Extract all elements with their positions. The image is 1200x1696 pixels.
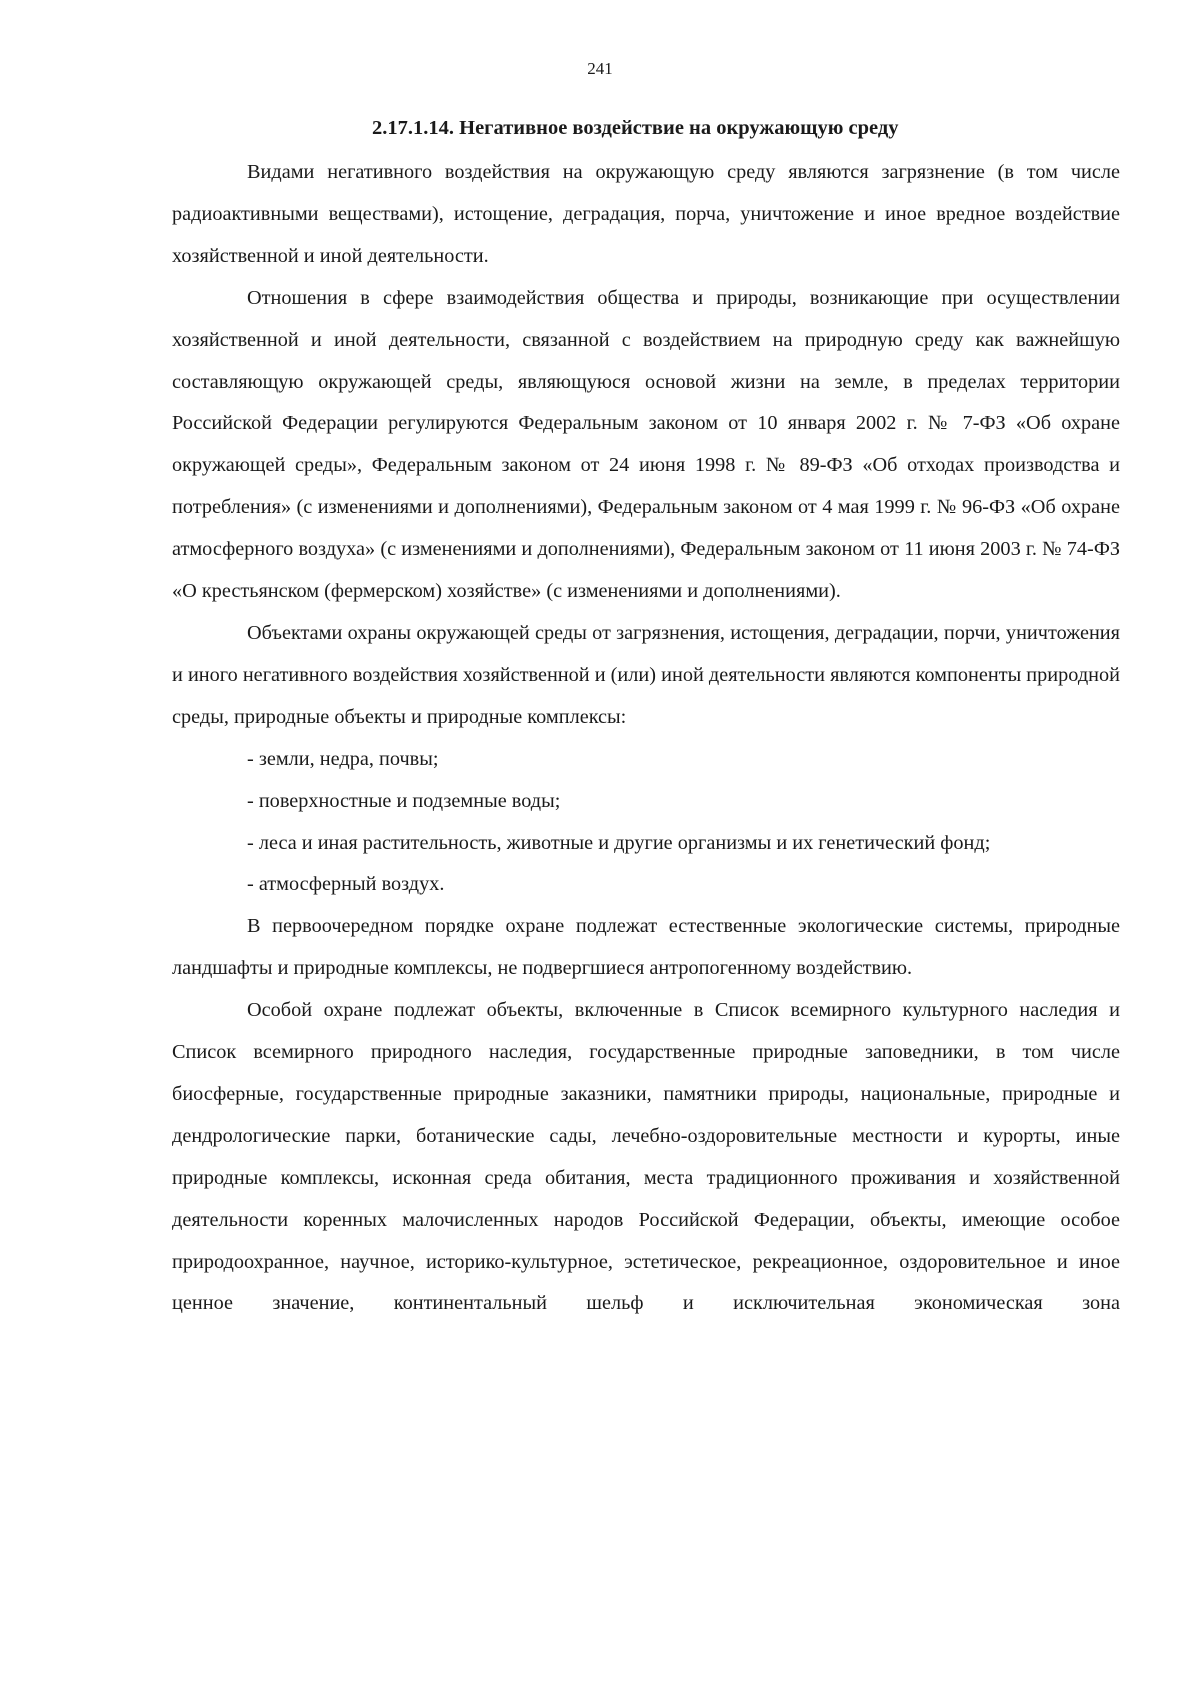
paragraph-priority-protection: В первоочередном порядке охране подлежат естественные экологические системы, природные ландшафты и природные комплексы, не подвергшиеся антропогенному воздействию. <box>172 915 1120 980</box>
paragraph-negative-impact-types: Видами негативного воздействия на окружающую среду являются загрязнение (в том числе радиоактивными веществами), истощение, деградация, порча, уничтожение и иное вредное воздействие хозяйственной и иной деятельности. <box>172 161 1120 267</box>
list-item-air: - атмосферный воздух. <box>247 873 445 896</box>
paragraph-protection-objects: Объектами охраны окружающей среды от загрязнения, истощения, деградации, порчи, уничтожения и иного негативного воздействия хозяйственной и (или) иной деятельности являются компоненты природной среды, природные объекты и природные комплексы: <box>172 621 1120 728</box>
page-content <box>172 112 1120 1325</box>
list-item-forests: - леса и иная растительность, животные и другие организмы и их генетический фонд; <box>247 831 991 854</box>
paragraph-legal-regulation: Отношения в сфере взаимодействия общества и природы, возникающие при осуществлении хозяйственной и иной деятельности, связанной с воздействием на природную среду как важнейшую составляющую окружающей среды, являющуюся основой жизни на земле, в пределах территории Российской Федерации регулируются Федеральным законом от 10 января 2002 г. № 7-ФЗ «Об охране окружающей среды», Федеральным законом от 24 июня 1998 г. № 89-ФЗ «Об отходах производства и потребления» (с изменениями и дополнениями), Федеральным законом от 4 мая 1999 г. № 96-ФЗ «Об охране атмосферного воздуха» (с изменениями и дополнениями), Федеральным законом от 11 июня 2003 г. № 74-ФЗ «О крестьянском (фермерском) хозяйстве» (с изменениями и дополнениями). <box>172 286 1120 603</box>
paragraph-special-protection: Особой охране подлежат объекты, включенные в Список всемирного культурного наследия и Список всемирного природного наследия, государственные природные заповедники, в том числе биосферные, государственные природные заказники, памятники природы, национальные, природные и дендрологические парки, ботанические сады, лечебно-оздоровительные местности и курорты, иные природные комплексы, исконная среда обитания, места традиционного проживания и хозяйственной деятельности коренных малочисленных народов Российской Федерации, объекты, имеющие особое природоохранное, научное, историко-культурное, эстетическое, рекреационное, оздоровительное и иное ценное значение, континентальный шельф и исключительная экономическая зона <box>172 999 1120 1315</box>
section-heading: 2.17.1.14. Негативное воздействие на окружающую среду <box>372 117 899 139</box>
page-number: 241 <box>587 59 613 78</box>
list-item-waters: - поверхностные и подземные воды; <box>247 789 561 812</box>
list-item-lands: - земли, недра, почвы; <box>247 747 439 770</box>
